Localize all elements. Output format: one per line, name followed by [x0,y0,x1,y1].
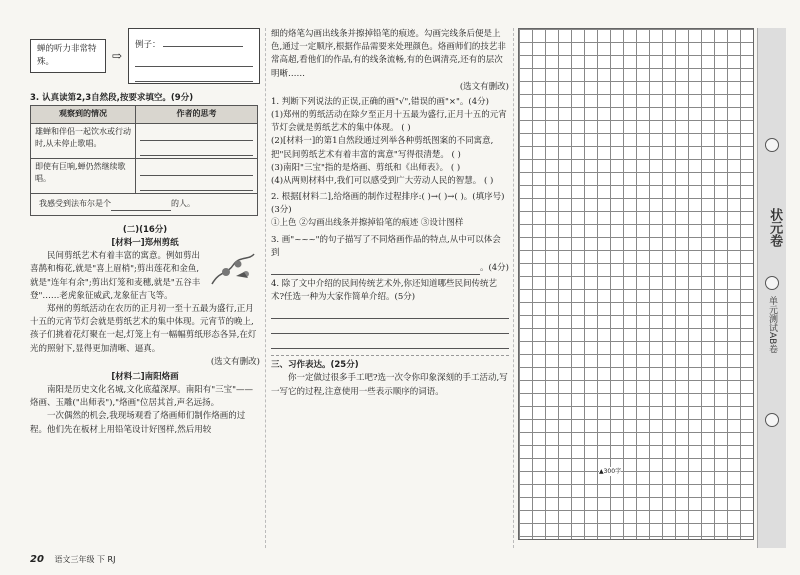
answer-cell[interactable] [136,123,258,158]
word-count-marker: ▲300字 [599,468,622,475]
binding-sidebar [757,28,786,548]
conclusion-cell [31,193,258,215]
part2-title: (二)(16分) [122,224,168,235]
q1-item: (3)南阳"三宝"指的是烙画、剪纸和《出师表》。 ( ) [271,162,461,173]
material2-continued: 细的烙笔勾画出线条并擦掉铅笔的痕迹。勾画完线条后便是上色,通过一定顺序,根据作品需要来处理颜色。烙画师们的技艺非常高超,看他们的作品,有的线条流畅,有的色调清亮,还有的层次明晰…… [271,29,506,79]
observation-table [30,105,258,216]
q3-prompt: 3. 认真读第2,3自然段,按要求填空。(9分) [30,93,194,103]
table-row [31,158,258,193]
conclusion-post: 的人。 [171,198,195,208]
answer-line[interactable] [135,52,253,67]
column-divider [513,28,514,548]
conclusion-blank[interactable] [111,198,171,211]
answer-line[interactable] [271,260,480,275]
part3-section [271,355,509,399]
binding-hole-icon [765,276,779,290]
part3-prompt: 你一定做过很多手工吧?选一次令你印象深刻的手工活动,写一写它的过程,注意使用一些表示顺序的词语。 [271,373,508,397]
subject-label: 语文三年级 下 RJ [54,555,116,564]
answer-line[interactable] [163,32,243,47]
table-header: 观察到的情况 [31,106,136,123]
brand-logo: 状元卷 [767,208,783,247]
page-number: 20 [30,554,44,565]
table-header: 作者的思考 [136,106,258,123]
material2-title: [材料二]南阳烙画 [111,371,179,382]
q1-item: (1)郑州的剪纸活动在除夕至正月十五最为盛行,正月十五的元宵节灯会就是剪纸艺术的集中体现。 ( ) [271,110,507,134]
material2-para1: 南阳是历史文化名城,文化底蕴深厚。南阳有"三宝"——烙画、玉雕("出师表"),"烙画"位居其首,声名远扬。 [30,385,254,409]
material2-para2: 一次偶然的机会,我现场观看了烙画师们制作烙画的过程。他们先在板材上用铅笔设计好图样,然后用较 [30,411,246,435]
answer-line[interactable] [271,304,509,319]
material1-title: [材料一]郑州剪纸 [111,238,179,249]
middle-column [271,28,509,553]
q2-example-row [30,28,260,84]
q3-answer-row [271,260,509,275]
table-cell: 即使有巨响,蝉仍然继续歌唱。 [31,158,136,193]
table-row [31,193,258,215]
arrow-right-icon: ⇨ [111,48,123,63]
answer-cell[interactable] [136,158,258,193]
writing-grid[interactable] [518,28,754,540]
source-note: (选文有删改) [459,81,509,92]
answer-line[interactable] [271,319,509,334]
answer-line[interactable] [135,67,253,82]
q2-answer-box [128,28,260,84]
papercut-image [206,250,260,290]
q2-statement-box: 蝉的听力非常特殊。 [30,39,106,73]
table-cell: 雄蝉和伴侣一起饮水或行动时,从未停止歌唱。 [31,123,136,158]
q2-options: ①上色 ②勾画出线条并擦掉铅笔的痕迹 ③设计图样 [271,218,464,229]
q4-prompt: 4. 除了文中介绍的民间传统艺术外,你还知道哪些民间传统艺术?任选一种为大家作简单介绍。(5分) [271,278,498,303]
binding-hole-icon [765,138,779,152]
page-footer [30,552,115,568]
example-label: 例子： [135,40,161,50]
material1-para2: 郑州的剪纸活动在农历的正月初一至十五最为盛行,正月十五的元宵节灯会就是剪纸艺术的集中体现。元宵节的晚上,孩子们挑着花灯聚在一起,灯笼上有一幅幅剪纸形态各异,在灯光的照射下,显得更加清晰、逼真。 [30,303,257,354]
left-column [30,28,260,553]
conclusion-pre: 我感受到法布尔是个 [39,198,111,208]
q1-prompt: 1. 判断下列说法的正误,正确的画"√",错误的画"×"。(4分) [271,96,489,107]
q3-score: 。(4分) [479,262,509,273]
source-note: (选文有删改) [210,356,260,367]
q2-prompt: 2. 根据[材料二],给烙画的制作过程排序:( )→( )→( )。(填序号)(3分) [271,192,505,216]
table-row [31,123,258,158]
q1-item: (2)[材料一]的第1自然段通过列举各种剪纸图案的不同寓意,把"民间剪纸艺术有着丰富的寓意"写得很清楚。 ( ) [271,136,494,160]
column-divider [265,28,266,548]
answer-line[interactable] [271,334,509,349]
series-title: 单元测试AB卷 [766,296,777,354]
binding-hole-icon [765,413,779,427]
q1-item: (4)从两则材料中,我们可以感受到广大劳动人民的智慧。 ( ) [271,175,494,186]
material1-para1: 民间剪纸艺术有着丰富的寓意。例如剪出喜鹊和梅花,就是"喜上眉梢";剪出莲花和金鱼,就是"连年有余";剪出灯笼和麦穗,就是"五谷丰登"……老虎象征威武,龙象征吉飞等。 [30,251,201,301]
part3-title: 三、习作表达。(25分) [271,360,359,371]
q3-prompt: 3. 画"~~~"的句子描写了不同烙画作品的特点,从中可以体会到 [271,234,501,258]
